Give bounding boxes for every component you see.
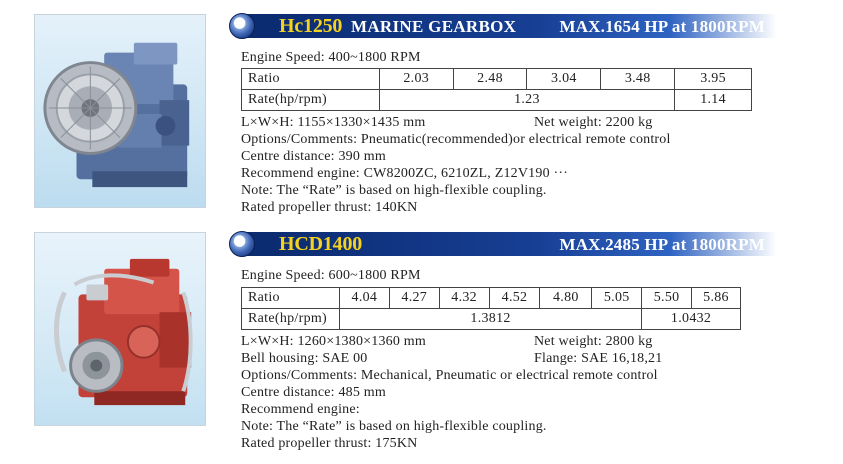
max-power: MAX.2485 HP at 1800RPM [559,235,765,254]
net-weight: Net weight: 2200 kg [534,115,653,130]
centre-distance: Centre distance: 390 mm [241,149,386,164]
model-name: HCD1400 [279,233,363,255]
rate-row [242,90,752,111]
model-name: Hc1250 [279,15,343,37]
ratio-cell: 5.05 [592,288,642,309]
gearbox-red-icon [35,233,205,425]
ratio-label: Ratio [242,288,340,309]
model-subtitle: MARINE GEARBOX [351,17,517,36]
rate-cell: 1.23 [379,90,674,111]
ratio-cell: 5.50 [642,288,692,309]
ratio-cell: 3.48 [601,69,675,90]
options-comments: Options/Comments: Pneumatic(recommended)or electrical remote control [241,132,671,147]
net-weight: Net weight: 2800 kg [534,334,653,349]
rate-cell: 1.0432 [642,309,741,330]
dimensions: L×W×H: 1260×1380×1360 mm [241,334,426,349]
ratio-cell: 3.95 [675,69,752,90]
engine-speed: Engine Speed: 400~1800 RPM [241,50,421,65]
engine-speed: Engine Speed: 600~1800 RPM [241,268,421,283]
rate-label: Rate(hp/rpm) [242,309,340,330]
ratio-cell: 2.48 [453,69,527,90]
rate-label: Rate(hp/rpm) [242,90,380,111]
recommend-engine: Recommend engine: [241,402,360,417]
ratio-cell: 2.03 [379,69,453,90]
recommend-engine: Recommend engine: CW8200ZC, 6210ZL, Z12V190 ··· [241,166,569,181]
ratio-cell: 4.32 [439,288,489,309]
product-banner-hc1250 [229,13,777,39]
ratio-cell: 3.04 [527,69,601,90]
gearbox-hcd1400-photo [34,232,206,426]
ratio-cell: 4.27 [389,288,439,309]
product-banner-hcd1400 [229,231,777,257]
ratio-cell: 5.86 [692,288,741,309]
rate-note: Note: The “Rate” is based on high-flexible coupling. [241,419,547,434]
rate-row [242,309,741,330]
ratio-table-hcd1400 [241,287,741,330]
ratio-row [242,69,752,90]
rate-cell: 1.3812 [339,309,641,330]
bullet-icon [229,13,255,39]
propeller-thrust: Rated propeller thrust: 140KN [241,200,418,215]
max-power: MAX.1654 HP at 1800RPM [559,17,765,36]
centre-distance: Centre distance: 485 mm [241,385,386,400]
rate-note: Note: The “Rate” is based on high-flexible coupling. [241,183,547,198]
dimensions: L×W×H: 1155×1330×1435 mm [241,115,426,130]
gearbox-blue-icon [35,15,205,207]
propeller-thrust: Rated propeller thrust: 175KN [241,436,418,451]
ratio-cell: 4.52 [489,288,540,309]
ratio-cell: 4.04 [339,288,389,309]
ratio-row [242,288,741,309]
rate-cell: 1.14 [675,90,752,111]
bell-housing: Bell housing: SAE 00 [241,351,368,366]
ratio-table-hc1250 [241,68,752,111]
ratio-cell: 4.80 [540,288,592,309]
gearbox-hc1250-photo [34,14,206,208]
ratio-label: Ratio [242,69,380,90]
options-comments: Options/Comments: Mechanical, Pneumatic or electrical remote control [241,368,658,383]
flange: Flange: SAE 16,18,21 [534,351,663,366]
bullet-icon [229,231,255,257]
